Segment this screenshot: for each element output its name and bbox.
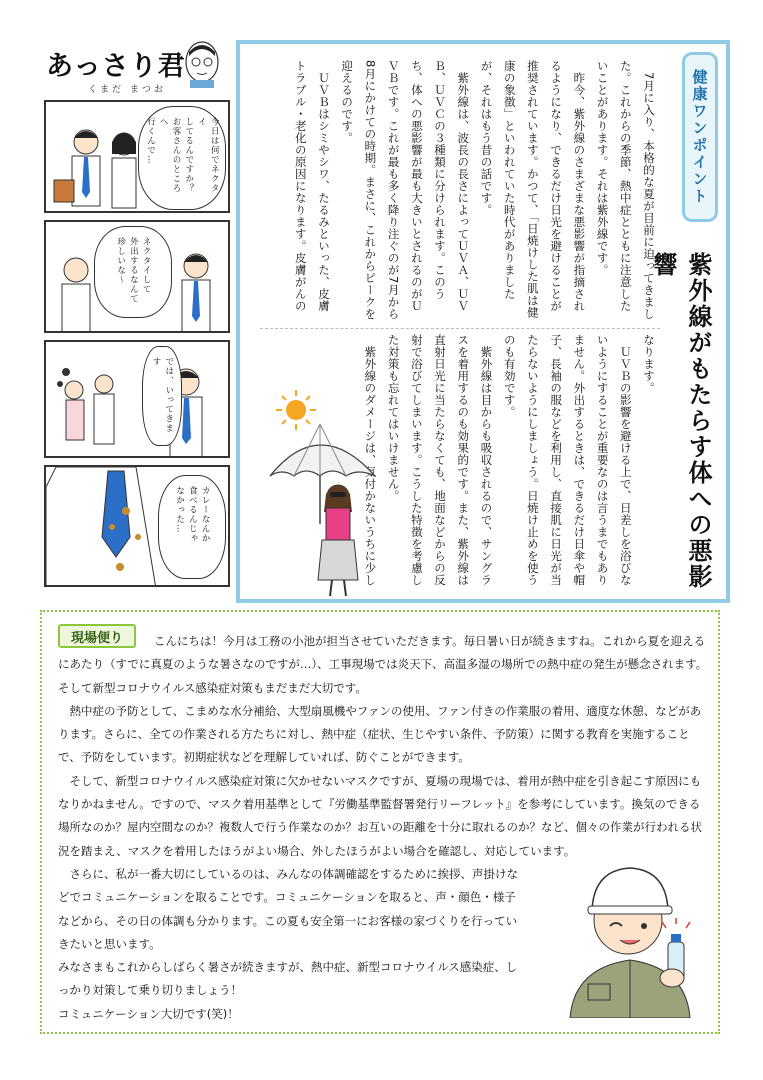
article-upper-text [290,60,660,322]
article-divider [260,328,660,329]
paragraph: 紫外線は目からも吸収されるので、サングラスを着用するのも効果的です。また、紫外線は直射日光に当たらなくても、地面などからの反射で浴びてしまいます。こうした特徴を考慮した対策も忘れてはいけません。 [386,334,494,586]
paragraph: 紫外線のダメージは、気付かないうちに少し [363,346,378,586]
paragraph: 7月に入り、本格的な夏が目前に迫ってきました。これからの季節、熱中症とともに注意したいことがあります。それは紫外線です。 [595,60,656,320]
speech-text: ネクタイして 外出するなんて 珍しいな～ [115,237,152,304]
speech-bubble [158,475,226,579]
manga-author: くまだ まつお [88,85,166,95]
manga-panel-2 [44,220,230,333]
health-article [236,40,730,603]
paragraph: 紫外線は、波長の長さによってＵＶＡ、ＵＶＢ、ＵＶＣの３種類に分けられます。このうち、体への悪影響が最も大きいとされるのがＵＶＢです。これが最も多く降り注ぐのが7月から8月にかけての時期。まさに、これからピークを迎えるのです。 [340,60,471,320]
paragraph: こんにちは！今月は工務の小池が担当させていただきます。毎日暑い日が続きますね。これから夏を迎えるにあたり（すでに真夏のような暑さなのですが…）、工事現場では炎天下、高温多湿の場所での熱中症の発生が懸念されます。そして新型コロナウイルス感染症対策もまだまだ大切です。 [58,634,708,695]
article-title: 紫外線がもたらす体への悪影響 [649,252,712,590]
health-badge-label: 健康ワンポイント [690,69,709,205]
speech-text: では、いってきます [151,357,174,433]
manga-panel-4 [44,465,230,587]
manga-panel-1 [44,100,230,213]
author-avatar [184,40,220,88]
article-lower-text [360,334,660,596]
manga-characters-icon [46,342,230,458]
field-news [40,610,720,1034]
health-badge [682,52,718,222]
paragraph: ＵＶＢの影響を避ける上で、日差しを浴びないようにすることが重要なのは言うまでもありません。外出するときは、できるだけ日傘や帽子、長袖の服などを利用し、直接肌に日光が当たらないようにしましょう。日焼け止めを使うのも有効です。 [502,334,633,586]
manga-title: あっさり君 [46,51,186,82]
sun-icon [276,390,316,430]
paragraph: 熱中症の予防として、こまめな水分補給、大型扇風機やファンの使用、ファン付きの作業服の着用、適度な休憩、などがあります。さらに、全ての作業される方たちに対し、熱中症（症状、生じやすい条件、予防策）に関する教育を実施することで、予防をしています。初期症状などを理解していれば、防ぐことができます。 [58,703,702,765]
paragraph: 昨今、紫外線のさまざまな悪影響が指摘されるようになり、できるだけ日光を避けることが推奨されています。かつて、「日焼けした肌は健康の象徴」といわれていた時代がありましたが、それはもう昔の話です。 [479,60,587,319]
speech-text: 今日は何でネクタイ してるんですか？ お客さんのところへ 行くんで… [145,117,220,193]
construction-worker-illustration [560,848,700,1018]
paragraph: なります。 [642,334,656,394]
paragraph: さらに、私が一番大切にしているのは、みんなの体調確認をするために挨拶、声掛けなどでコミュニケーションを取ることです。コミュニケーションを取ると、声・顔色・様子などから、その日の体調も分かります。この夏も安全第一にお客様の家づくりを行っていきたいと思います。 [58,866,518,951]
paragraph: そして、新型コロナウイルス感染症対策に欠かせないマスクですが、夏場の現場では、着用が熱中症を引き起こす原因にもなりかねません。ですので、マスク着用基準として『労働基準監督署発行リーフレット』を参考にしています。換気のできる場所なのか？屋内空間なのか？複数人で行う作業なのか？お互いの距離を十分に取れるのか？など、個々の作業が行われる状況を踏まえ、マスクを着用したほうがよい場合、外したほうがよい場合を確認し、対応しています。 [58,773,702,858]
speech-bubble [94,226,172,318]
speech-text: カレーなんか 食べるんじゃ なかった… [174,486,211,543]
news-badge: 現場便り [58,624,136,648]
manga-panel-3 [44,340,230,458]
speech-bubble [142,346,182,446]
umbrella-woman-illustration [260,384,390,599]
speech-bubble [138,106,226,210]
paragraph: みなさまもこれからしばらく暑さが続きますが、熱中症、新型コロナウイルス感染症、しっかり対策して乗り切りましょう！ [58,960,518,998]
paragraph: コミュニケーション大切です(笑)！ [58,1006,239,1021]
paragraph: ＵＶＢはシミやシワ、たるみといった、皮膚トラブル・老化の原因になります。皮膚がんの [293,60,331,312]
